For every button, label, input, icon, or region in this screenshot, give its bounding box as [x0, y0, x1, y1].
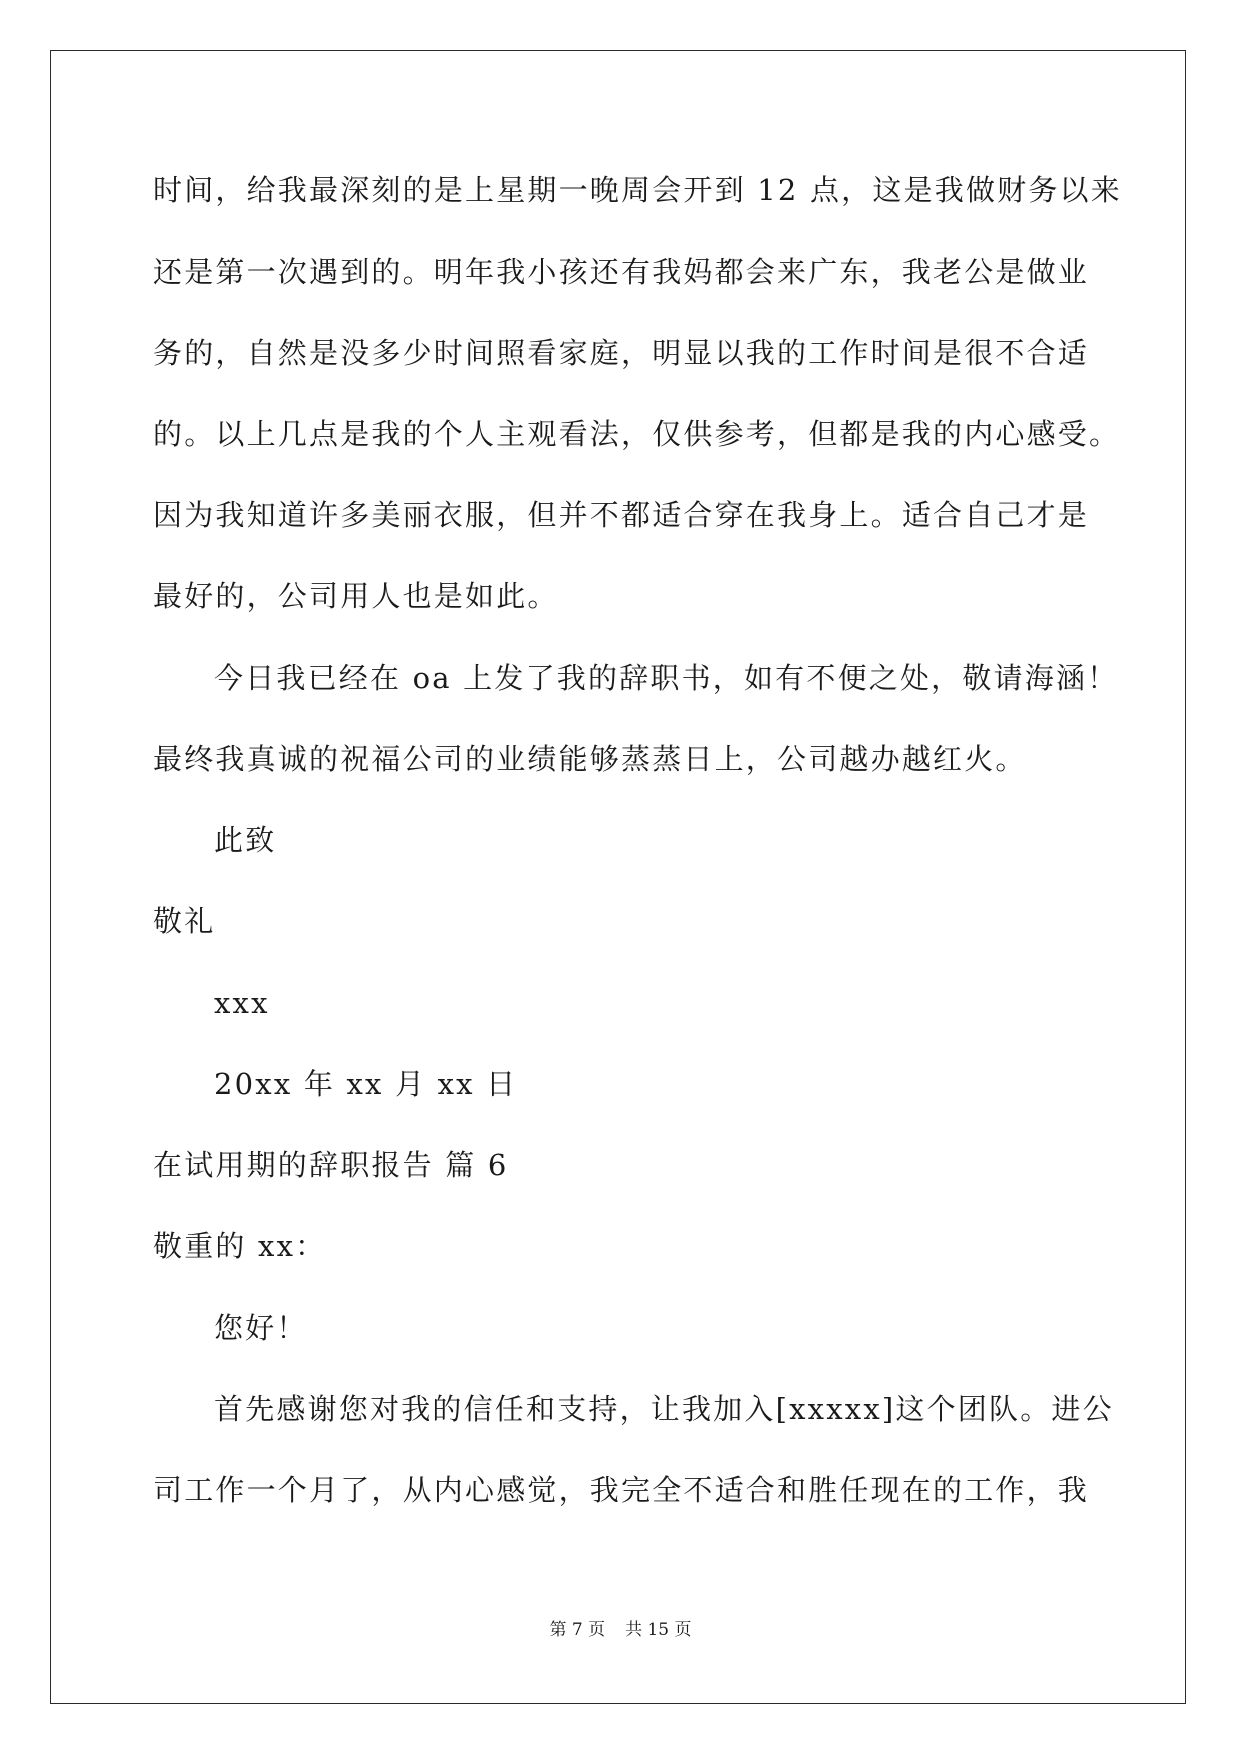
signature-date: 20xx 年 xx 月 xx 日: [214, 1067, 518, 1101]
page-number: 第 7 页: [549, 1620, 606, 1640]
body-line-4: 的。以上几点是我的个人主观看法，仅供参考，但都是我的内心感受。: [153, 417, 1121, 451]
body-line-3: 务的，自然是没多少时间照看家庭，明显以我的工作时间是很不合适: [153, 336, 1090, 370]
closing-salutation: 此致: [214, 823, 277, 857]
body-line-7: 今日我已经在 oa 上发了我的辞职书，如有不便之处，敬请海涵！: [214, 661, 1119, 695]
body-line-16: 首先感谢您对我的信任和支持，让我加入[xxxxx]这个团队。进公: [214, 1392, 1114, 1426]
body-line-17: 司工作一个月了，从内心感觉，我完全不适合和胜任现在的工作，我: [153, 1473, 1090, 1507]
signature-name: xxx: [214, 986, 270, 1020]
section-title: 在试用期的辞职报告 篇 6: [153, 1148, 509, 1182]
letter-addressee: 敬重的 xx：: [153, 1229, 327, 1263]
letter-greeting: 您好！: [214, 1311, 308, 1345]
page-footer: [0, 1618, 1241, 1642]
body-line-6: 最好的，公司用人也是如此。: [153, 579, 559, 613]
body-line-2: 还是第一次遇到的。明年我小孩还有我妈都会来广东，我老公是做业: [153, 255, 1090, 289]
body-line-5: 因为我知道许多美丽衣服，但并不都适合穿在我身上。适合自己才是: [153, 498, 1090, 532]
page-border: [50, 50, 1186, 1704]
closing-regards: 敬礼: [153, 904, 216, 938]
body-line-8: 最终我真诚的祝福公司的业绩能够蒸蒸日上，公司越办越红火。: [153, 742, 1027, 776]
page-total: 共 15 页: [625, 1620, 692, 1640]
body-line-1: 时间，给我最深刻的是上星期一晚周会开到 12 点，这是我做财务以来: [153, 173, 1122, 207]
